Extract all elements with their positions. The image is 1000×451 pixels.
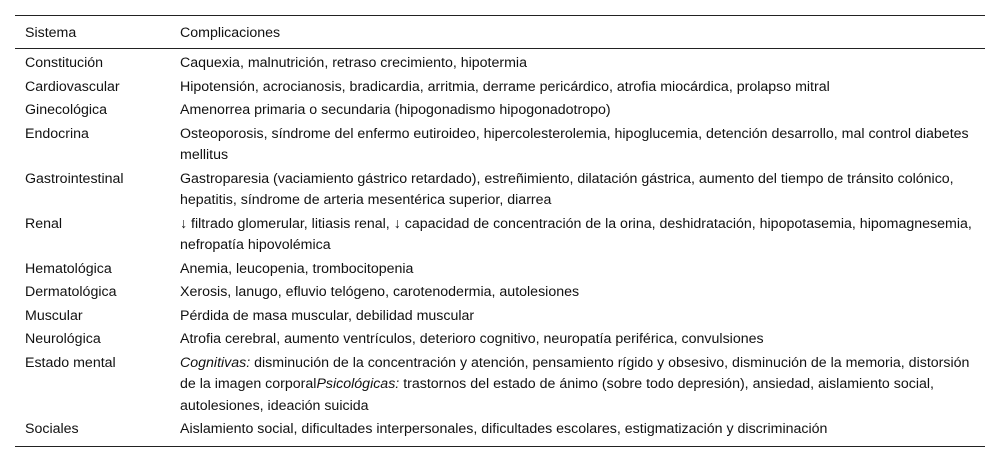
row-sistema: Endocrina	[25, 125, 89, 142]
header-sistema: Sistema	[15, 16, 170, 49]
row-complicaciones: ↓ filtrado glomerular, litiasis renal, ↓ capacidad de concentración de la orina, deshidratación, hipopotasemia, hipomagnesemia, nefropatía hipovolémica	[180, 215, 972, 253]
table-row	[15, 76, 985, 100]
table-row	[15, 123, 985, 168]
table-row	[15, 281, 985, 305]
row-complicaciones: Gastroparesia (vaciamiento gástrico retardado), estreñimiento, dilatación gástrica, aumento del tiempo de tránsito colónico, hepatitis, síndrome de arteria mesentérica superior, diarrea	[180, 170, 954, 208]
table-row	[15, 305, 985, 329]
row-sistema: Estado mental	[25, 354, 116, 371]
row-sistema: Neurológica	[25, 331, 101, 347]
psicologicas-label: Psicológicas:	[316, 376, 400, 392]
table-row	[15, 418, 985, 446]
table-row	[15, 328, 985, 352]
row-sistema: Ginecológica	[25, 102, 108, 118]
row-complicaciones: Pérdida de masa muscular, debilidad muscular	[180, 307, 475, 324]
row-complicaciones: Anemia, leucopenia, trombocitopenia	[180, 260, 414, 277]
psicologicas-text: trastornos del estado de ánimo (sobre todo depresión), ansiedad, aislamiento social, autolesiones, ideación suicida	[180, 376, 934, 414]
row-sistema: Cardiovascular	[25, 78, 120, 95]
row-sistema: Constitución	[25, 55, 104, 71]
table-row	[15, 49, 985, 76]
table-body	[15, 49, 985, 447]
table-row	[15, 352, 985, 419]
cognitivas-label: Cognitivas:	[180, 354, 251, 371]
row-sistema: Muscular	[25, 307, 83, 324]
row-sistema: Gastrointestinal	[25, 170, 124, 187]
table-row	[15, 258, 985, 282]
cognitivas-text: disminución de la concentración y atención, pensamiento rígido y obsesivo, disminución de la memoria, distorsión de la imagen corporal	[180, 354, 970, 392]
row-complicaciones: Xerosis, lanugo, efluvio telógeno, carotenodermia, autolesiones	[180, 284, 580, 300]
table-row	[15, 99, 985, 123]
row-complicaciones	[170, 352, 985, 419]
table-header	[15, 16, 985, 49]
complications-table	[15, 15, 985, 447]
header-complicaciones: Complicaciones	[170, 16, 985, 49]
header-row	[15, 16, 985, 49]
table-row	[15, 168, 985, 213]
row-complicaciones: Caquexia, malnutrición, retraso crecimiento, hipotermia	[180, 55, 527, 71]
row-sistema: Sociales	[15, 418, 170, 446]
row-complicaciones: Aislamiento social, dificultades interpersonales, dificultades escolares, estigmatización y discriminación	[170, 418, 985, 446]
row-sistema: Renal	[25, 215, 63, 232]
row-complicaciones: Osteoporosis, síndrome del enfermo eutiroideo, hipercolesterolemia, hipoglucemia, detención desarrollo, mal control diabetes mellitus	[180, 125, 969, 163]
complications-table-container	[15, 15, 985, 447]
row-sistema: Hematológica	[25, 260, 112, 277]
row-sistema: Dermatológica	[25, 284, 117, 300]
row-complicaciones: Amenorrea primaria o secundaria (hipogonadismo hipogonadotropo)	[180, 102, 611, 118]
row-complicaciones: Atrofia cerebral, aumento ventrículos, deterioro cognitivo, neuropatía periférica, convulsiones	[180, 331, 764, 347]
row-complicaciones: Hipotensión, acrocianosis, bradicardia, arritmia, derrame pericárdico, atrofia miocárdica, prolapso mitral	[180, 78, 830, 95]
table-row	[15, 213, 985, 258]
